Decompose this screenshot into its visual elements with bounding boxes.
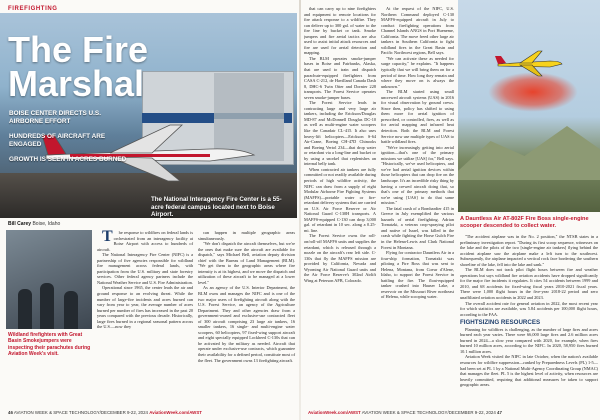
fire-boss-icon [494, 48, 564, 78]
paragraph: The response to wildfires on federal lands is orchestrated from an interagency facility at Boise Airport with access to hundreds of aircraft. [97, 228, 193, 252]
paragraph: that can carry up to nine firefighters and equipment to remote locations for fire attack response to a wildfire. They can deliver up to 300 gal. of water to the fire line by bucket or tank. Smoke jumpers and fire aerial tactics are also used to assist initial attack resources and fire are used for aerial detection and mapping. [304, 6, 376, 56]
paragraph: At the request of the NIFC, U.S. Northern Command deployed C-130 MAFFS-equipped aircraft in July to conduct firefighting operations from Channel Islands ANGS in Port Hueneme, California. The move freed other large air tankers in Southern California to fight wildland fires in the Great Basin and Pacific Northwest regions, Bell says. [381, 6, 454, 56]
paragraph: Planning for wildfires is challenging, as the number of large fires and acres burned each year varies. There were 66,000 large fires and 2.6 million acres burned in 2024—a slow year compared with 2020, for example, when fires burned 10 million acres, according to the NIFC. In 2020, 58,950 fires burned 10.1 million acres. [460, 326, 598, 354]
paragraph: When contracted air tankers are fully committed or not readily available during periods of high wildfire activity, the NIFC can draw from a supply of eight Modular Airborne Fire Fighting Systems (MAFFS)—portable water or fire-retardant delivery systems that are carried on U.S. Air Force Reserve or Air National Guard C-130H transports. A MAFFS-equipped C-130 can drop 3,000 gal. of retardant in 10 sec. along a 0.25-mi. line. [304, 166, 376, 233]
hero-caption: The National Interagency Fire Center is a 55-acre federal campus located next to Boise Airport. [151, 196, 282, 218]
page-number: 46 [8, 410, 13, 415]
paragraph: The overall accident rate for general aviation in 2022, the most recent year for which statistics are available, was 5.84 accidents per 100,000 flight hours, according to the FAA. [460, 300, 598, 317]
fire-boss-photo [458, 0, 600, 212]
column-1 [97, 230, 193, 330]
paragraph: As an agency of the U.S. Interior Department, the BLM owns and manages the NIFC and is one of the two major users of firefighting aircraft along with the U.S. Forest Service, an agency of the Agriculture Department. They and other agencies draw from a government-owned and exclusive-use contracted fleet of 300 aircraft comprising 23 large air tankers, 16 smaller tankers, 16 single- and multi-engine water scoopers, 60 helicopters, 97 fixed-wing support aircraft and eight specially equipped Lockheed C-130s that can be activated by the military as needed. Aircraft that operate under exclusive-use contracts, which guarantee their availability for a defined period, constitute most of the fleet. The government owns 13 firefighting aircraft. [198, 285, 295, 363]
publication: AVIATION WEEK & SPACE TECHNOLOGY/DECEMBER 9-22, 2024 [13, 410, 148, 415]
site-link[interactable]: AviationWeek.com/AWST [308, 410, 361, 415]
byline-location: Boise, Idaho [32, 221, 61, 227]
retardant-drop [488, 72, 578, 112]
deck-line-2: HUNDREDS OF AIRCRAFT ARE ENGAGED [9, 133, 106, 148]
paragraph: The BLM operates smoke-jumper bases in Boise and Fairbanks, Alaska, that are used to train and dispatch parachute-equipped firefighters from CASA C-212, de Havilland Canada Dash 8, DHC-6 Twin Otter and Dornier 228 transports. The Forest Service operates seven smoke-jumper bases. [304, 55, 376, 100]
site-link[interactable]: AviationWeek.com/AWST [149, 410, 202, 415]
paragraph: "We don't dispatch the aircraft themselves, but we're the ones that make sure the aircraft are available for dispatch," says Michael Bell, aviation deputy division chief with the Bureau of Land Management (BLM). "We get them to the geographic areas where fire intensity is at its highest, and we move the dispatch and utilization of these aircraft to be managed at a lower level." [198, 241, 295, 285]
paragraph: Aviation Week visited the NIFC in late October, when the nation's available resources for wildfire suppression—ranked by Preparedness Levels (PL) 1-5—had been set at PL 1 by a National Multi-Agency Coordinating Group (NMAC) that manages the fleet. PL 5 is the highest level of activity, when resources are heavily committed, requiring that additional measures be taken to support geographic areas. [460, 354, 598, 388]
paragraph: can happen in multiple geographic areas simultaneously. [198, 230, 295, 241]
mountain-ridge [458, 120, 600, 180]
footer-right [308, 410, 502, 415]
column-2 [198, 230, 295, 363]
byline [8, 221, 60, 227]
paragraph: The fatal crash of a Bombardier 415 in Greece in July exemplified the various hazards of aerial firefighting. Adrian Tornatzki, a veteran crop-spraying pilot and native of Israel, was killed in the crash while fighting the Horse Gulch Fire in the Helena-Lewis and Clark National Forest in Montana. [381, 205, 454, 250]
column-3 [304, 6, 376, 404]
gutter [299, 0, 301, 420]
publication: AVIATION WEEK & SPACE TECHNOLOGY/DECEMBER 9-22, 2024 [361, 410, 496, 415]
column-5 [460, 234, 598, 406]
paragraph: The Forest Service leads in contracting large and very large air tankers, including the Erickson/Douglas MD-87 and McDonnell Douglas DC-10 as well as multi-engine water scoopers like the Canadair CL-415. It also uses heavy-lift helicopters—Erickson S-64 Air-Crane, Boeing CH-47D Chinooks and Boeing Vertol 234—that drop water or retardant via a long-line and bucket or by using a snorkel that replenishes an internal belly tank. [304, 100, 376, 167]
paragraph: The National Interagency Fire Center (NIFC) is a partnership of five agencies responsible for wildland fire management across federal lands, with participation from the U.S. military and state forestry services. Other federal agency partners include the National Weather Service and U.S. Fire Administration. [97, 252, 193, 285]
paragraph: "The accident airplane was in the No. 2 position," the NTSB states in a preliminary investigation report. "During its first scoop sequence, witnesses on the lake and the pilots of the two [single-engine air tankers] flying behind the accident airplane saw the airplane make a left turn to the southwest. Subsequently, the airplane impacted a vertical rock face bordering the southern shoreline of the lake, fell into the lake and sank." [460, 234, 598, 267]
deck-line-1: BOISE CENTER DIRECTS U.S. AIRBORNE EFFORT [9, 110, 101, 125]
inset-figure [40, 283, 54, 329]
paragraph: "We're increasingly getting into aerial ignition—that's one of the primary missions we utilize [UAS] for," Bell says. "Historically, we've used helicopters, and we've had aerial ignition devices within those helicopters that can drop fire on the landscape. It's an incredible risky thing by having a crewed aircraft doing that, so that's one of the primary methods that we're using [UAS] to do that same mission." [381, 144, 454, 206]
fire-boss-caption: A Dauntless Air AT-802F Fire Boss single-engine scooper descended to collect water. [460, 216, 589, 229]
page-number: 47 [497, 410, 502, 415]
article-title [8, 29, 149, 104]
footer-left [8, 410, 202, 415]
paragraph: The BLM started using small uncrewed aircraft systems (UAS) in 2016 for visual observation by ground crews. Since then, policy has shifted to using them more for aerial ignition of prescribed, or controlled, fires, as well as for aerial mapping and infrared heat detection. Both the BLM and Forest Service now use multiple types of UAS to battle wildland fires. [381, 89, 454, 145]
article-title-line-2: Marshal [8, 63, 145, 104]
section-label: FIREFIGHTING [8, 6, 58, 12]
smokejumpers-caption: Wildland firefighters with Great Basin Smokejumpers were inspecting their parachutes during Aviation Week's visit. [8, 332, 91, 357]
hero-photo [0, 13, 297, 218]
inset-figure [64, 291, 78, 329]
paragraph: Operational since 1965, the center leads the air and ground response to an evolving threat. While the number of large-fire incidents and acres burned can vary from year to year, the average number of acres burned per number of fires has increased in the past 20 years compared with the previous decade. Historically, large fires burned in a regional seasonal pattern across the U.S.—now they [97, 285, 193, 330]
paragraph: Flying for contractor Dauntless Air in a four-ship formation, Tornatzki was piloting a Fire Boss that was sent to Helena, Montana, from Coeur d'Alene, Idaho, to support the Forest Service in battling the fire. The float-equipped tanker crashed into Hauser Lake, a reservoir on the Missouri River northeast of Helena, while scooping water. [381, 250, 454, 300]
byline-author: Bill Carey [8, 221, 32, 227]
paragraph: The Forest Service owns the roll-on/roll-off MAFFS units and supplies the retardant, which is released through a nozzle on the aircraft's rear left side. C-130s that fly the MAFFS mission are provided by California, Nevada and Wyoming Air National Guard units and the Air Force Reserve's 302nd Airlift Wing at Peterson AFB, Colorado. [304, 233, 376, 283]
subhead-fightsizing: FIGHTSIZING RESOURCES [460, 319, 541, 327]
paragraph: "We can activate these as needed for surge capacity," he explains. "It happens typically that we will bring them on for a period of time. How long they remain and where they move on is always the unknown." [381, 55, 454, 89]
deck-line-3: GROWTH IS SEEN IN ACRES BURNED [9, 156, 127, 163]
smokejumpers-photo [6, 230, 92, 329]
article-title-line-1: The Fire [8, 29, 149, 70]
paragraph: The BLM does not track pilot flight hours between fire and weather operations but says wildland fire aviation accidents have dropped significantly for the major fire incidents it regulates. It cites 54 accidents between 1999 and 2010, and 68 accidents for fixed-wing fiscal years 2010-2021 fiscal years. There were 1,000 flight hours in the five-year 2018-22 period and zero unaffiliated aviation accidents in 2022 and 2023. [460, 267, 598, 301]
deck-lines [9, 110, 129, 171]
column-4 [381, 6, 454, 404]
inset-figure [18, 289, 32, 329]
